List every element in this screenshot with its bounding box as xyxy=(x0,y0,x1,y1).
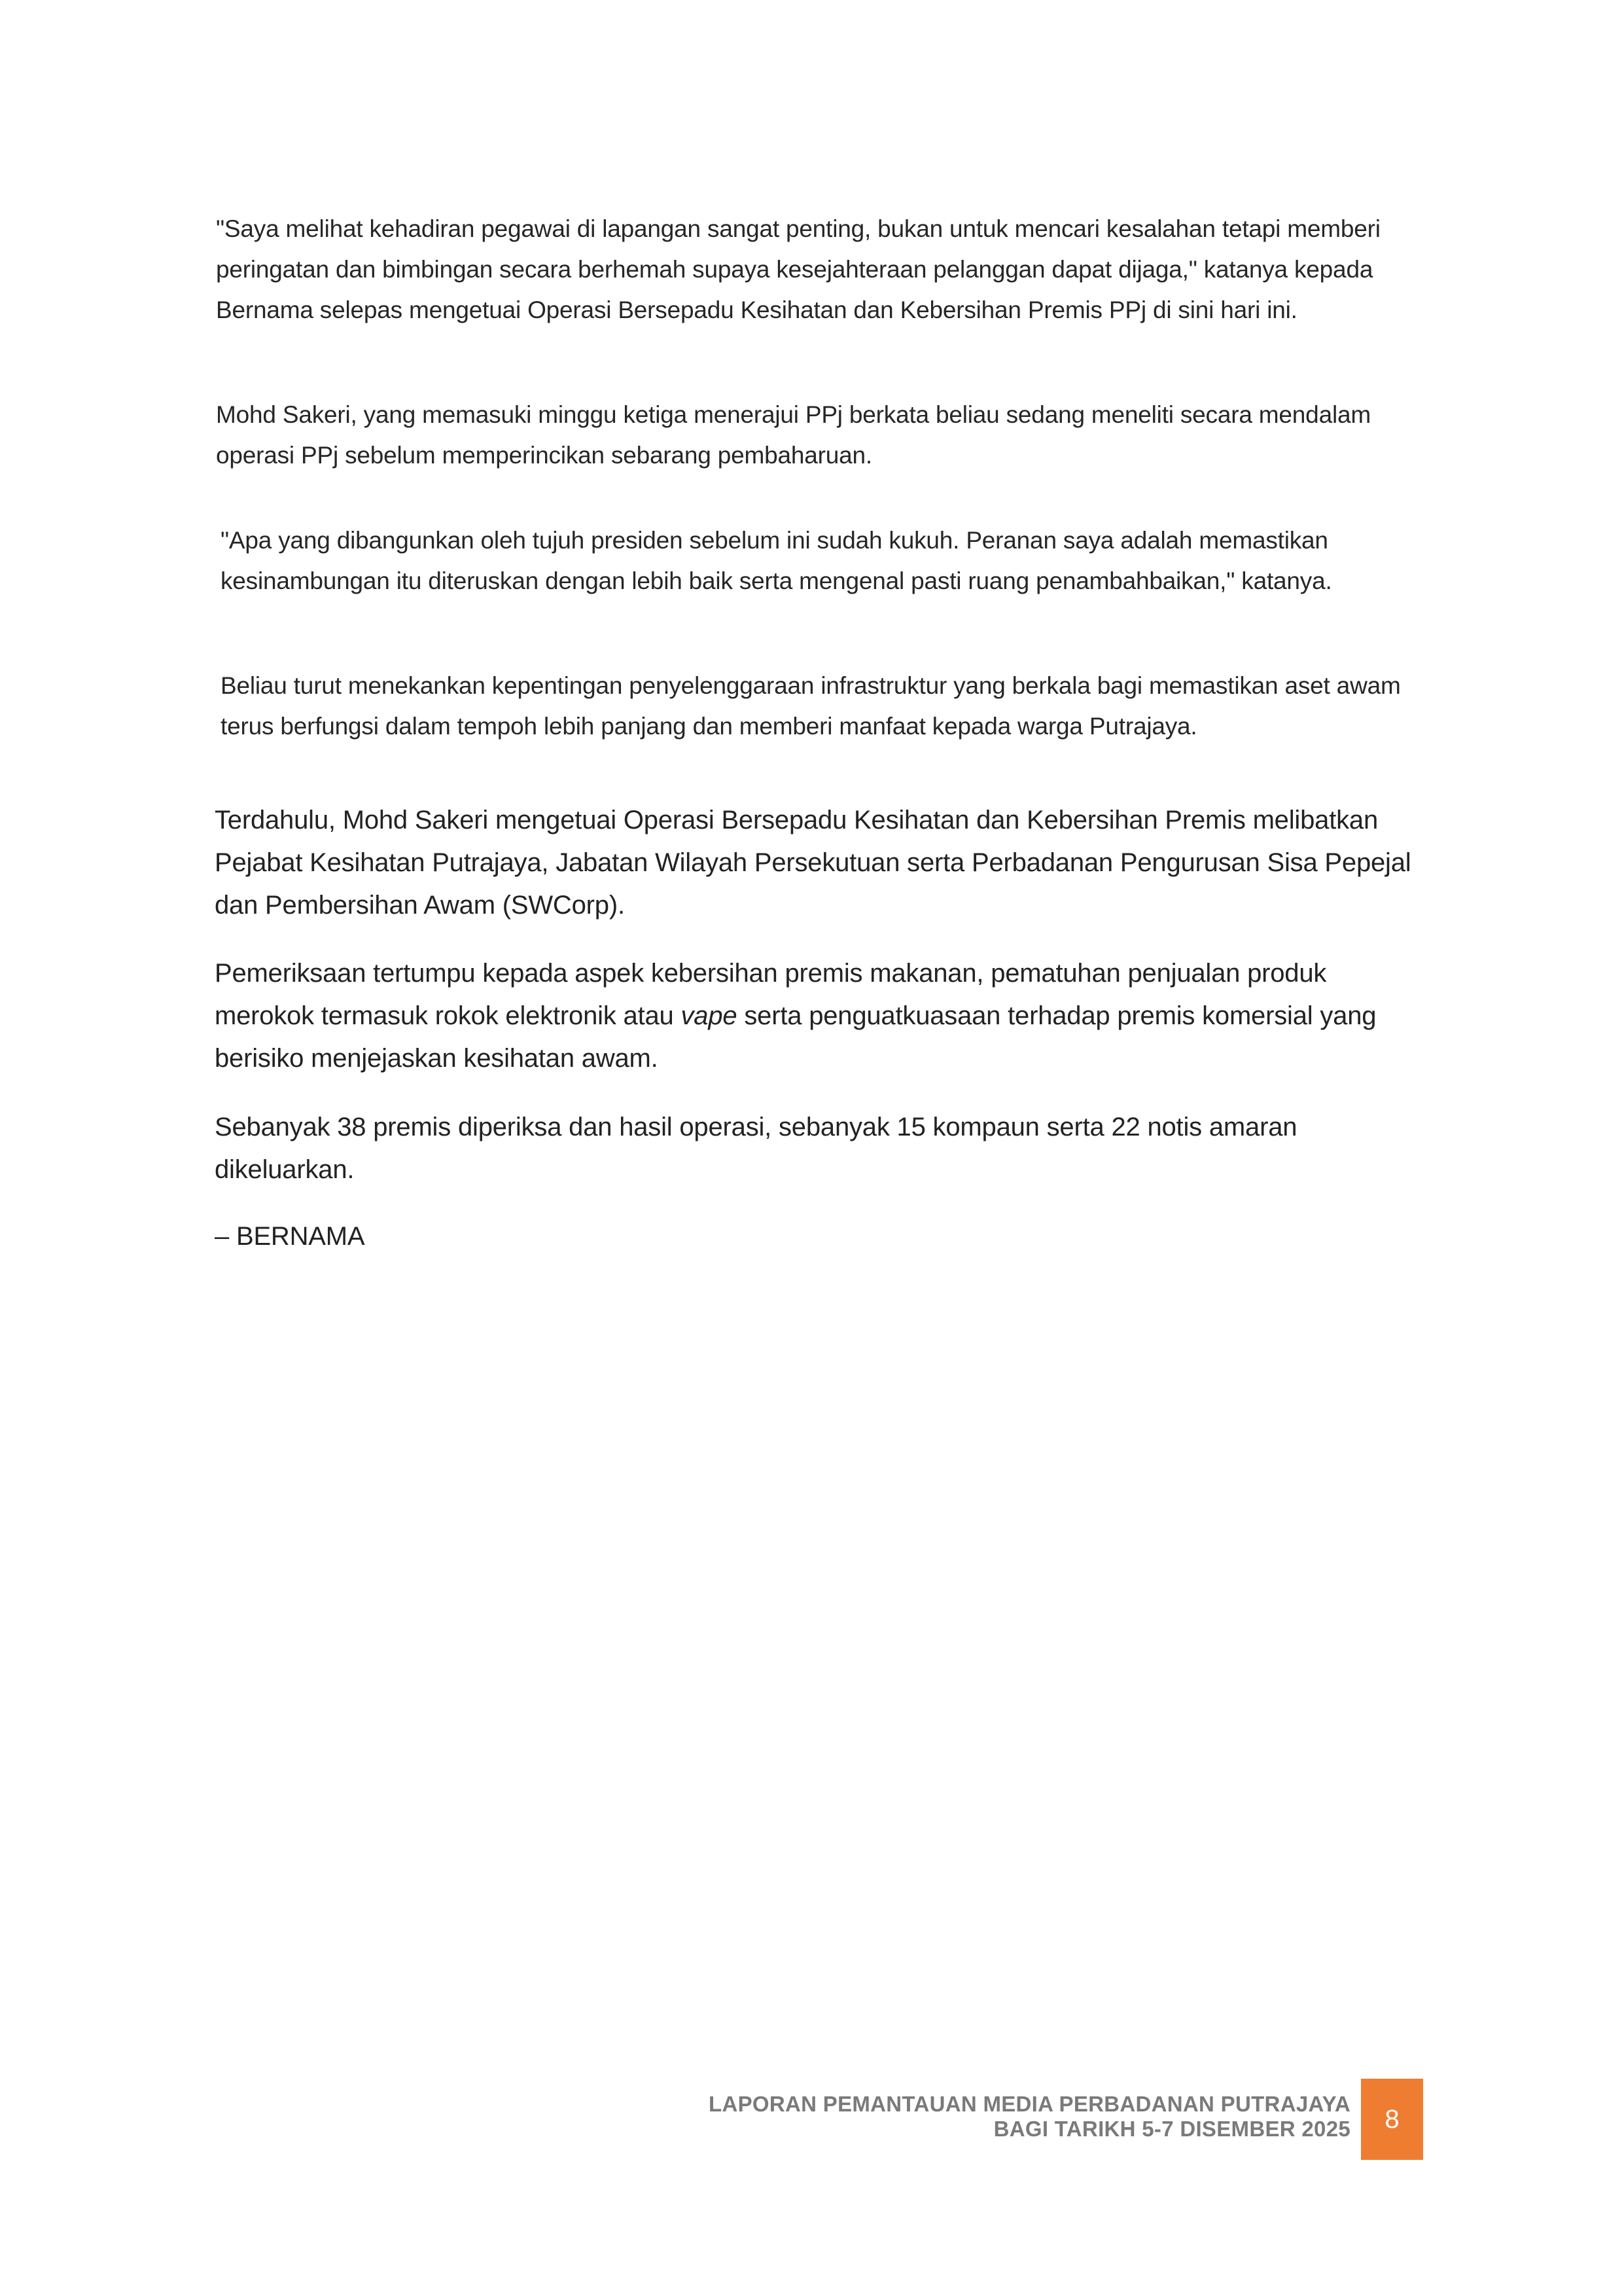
article-paragraph-inspection xyxy=(215,952,1432,1080)
footer-date-range: BAGI TARIKH 5-7 DISEMBER 2025 xyxy=(993,2117,1350,2141)
inspection-text-vape: vape xyxy=(680,1001,737,1030)
article-paragraph-infrastructure: Beliau turut menekankan kepentingan penyelenggaraan infrastruktur yang berkala bagi memastikan aset awam terus berfungsi dalam tempoh lebih panjang dan memberi manfaat kepada warga Putrajaya. xyxy=(221,672,1401,740)
article-paragraph-mohd-sakeri: Mohd Sakeri, yang memasuki minggu ketiga menerajui PPj berkata beliau sedang meneliti secara mendalam operasi PPj sebelum memperincikan sebarang pembaharuan. xyxy=(216,401,1371,469)
report-footer xyxy=(709,2092,1350,2142)
article-paragraph-results: Sebanyak 38 premis diperiksa dan hasil operasi, sebanyak 15 kompaun serta 22 notis amaran dikeluarkan. xyxy=(215,1113,1297,1184)
article-paragraph-quote-presidents: "Apa yang dibangunkan oleh tujuh presiden sebelum ini sudah kukuh. Peranan saya adalah memastikan kesinambungan itu diteruskan dengan lebih baik serta mengenal pasti ruang penambahbaikan," katanya. xyxy=(221,527,1332,594)
article-paragraph-quote-officer: "Saya melihat kehadiran pegawai di lapangan sangat penting, bukan untuk mencari kesalahan tetapi memberi peringatan dan bimbingan secara berhemah supaya kesejahteraan pelanggan dapat dijaga," katanya kepada Bernama selepas mengetuai Operasi Bersepadu Kesihatan dan Kebersihan Premis PPj di sini hari ini. xyxy=(216,215,1381,323)
inspection-text-start: Pemeriksaan tertumpu kepada aspek kebersihan premis makanan, pematuhan penjualan produk merokok termasuk rokok elektronik atau xyxy=(215,959,1327,1030)
article-paragraph-integrated-operation: Terdahulu, Mohd Sakeri mengetuai Operasi Bersepadu Kesihatan dan Kebersihan Premis melibatkan Pejabat Kesihatan Putrajaya, Jabatan Wilayah Persekutuan serta Perbadanan Pengurusan Sisa Pepejal dan Pembersihan Awam (SWCorp). xyxy=(215,806,1411,920)
inspection-text-end: serta penguatkuasaan terhadap premis komersial yang berisiko menjejaskan kesihatan awam. xyxy=(215,1001,1377,1073)
page-number-badge xyxy=(1361,2079,1423,2160)
page-number: 8 xyxy=(1385,2104,1400,2134)
footer-title: LAPORAN PEMANTAUAN MEDIA PERBADANAN PUTRAJAYA xyxy=(709,2092,1350,2116)
article-source-credit: – BERNAMA xyxy=(215,1222,365,1251)
